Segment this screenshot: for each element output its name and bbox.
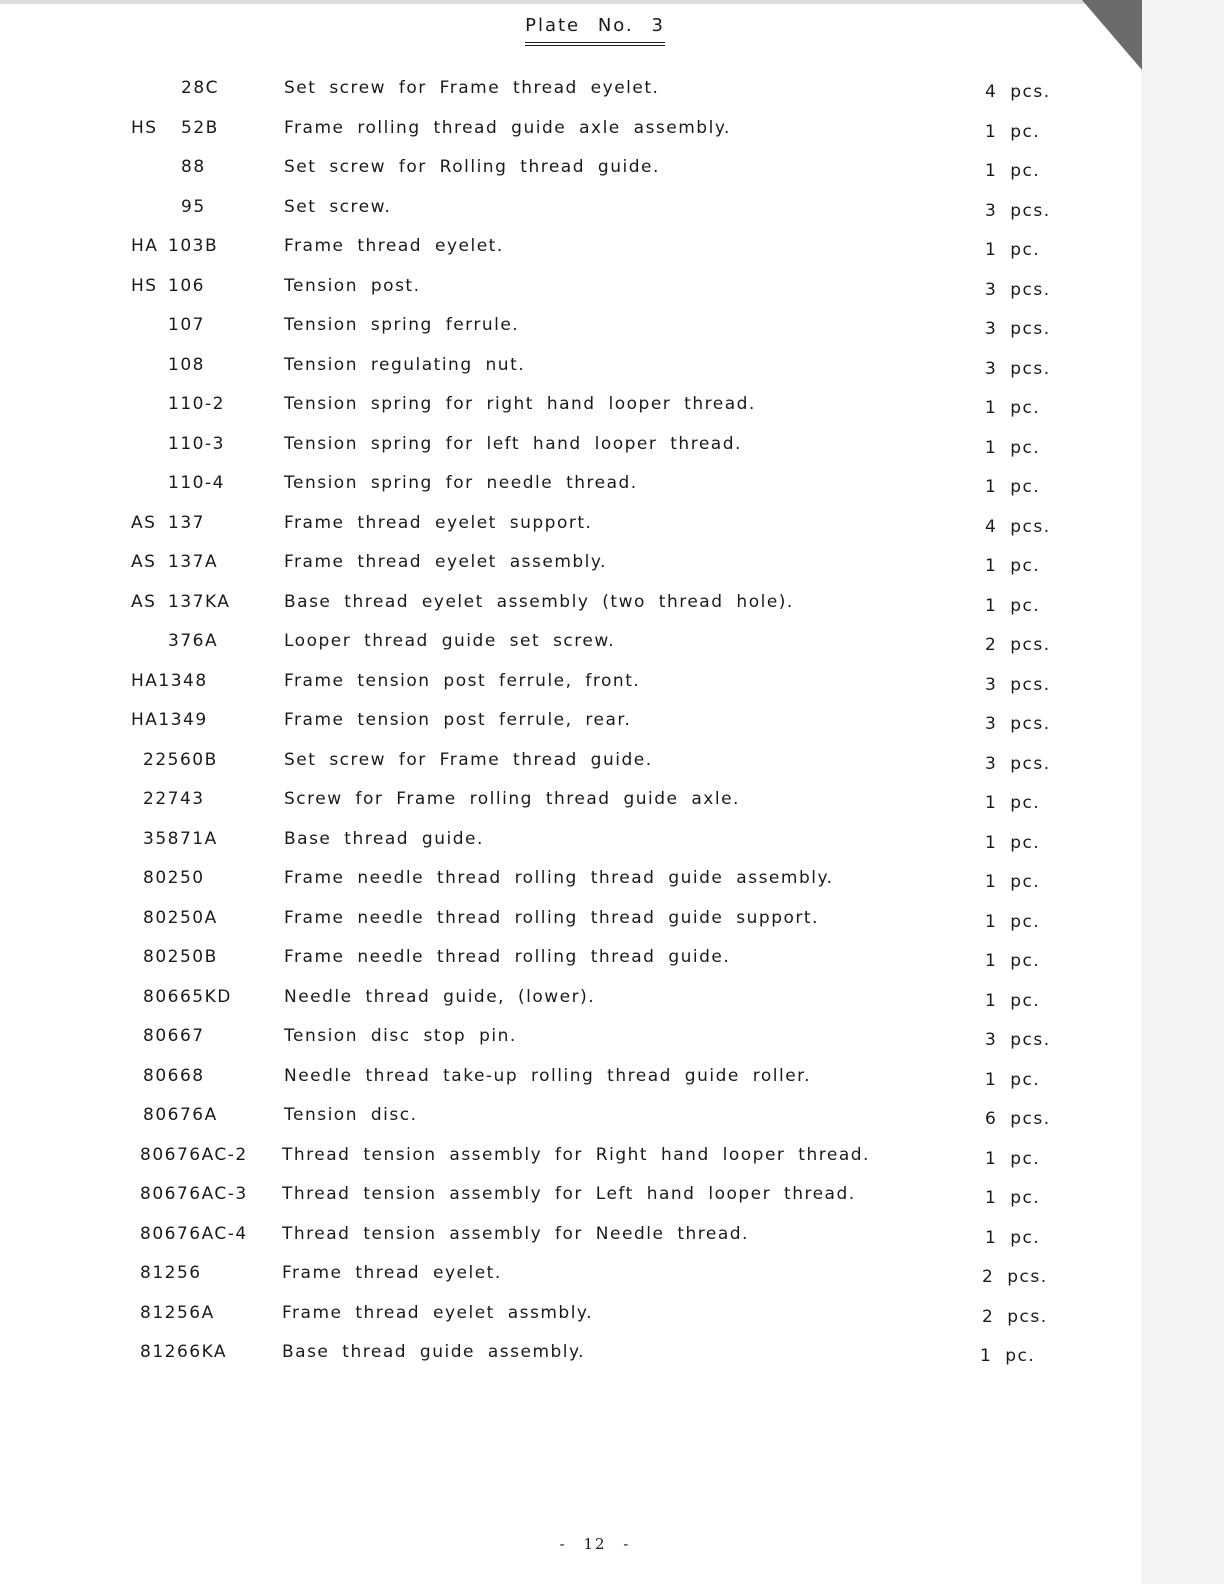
part-description: Set screw. (284, 196, 392, 217)
part-row (0, 631, 1141, 671)
part-quantity: 1 pc. (985, 398, 1041, 418)
part-row (0, 236, 1141, 276)
part-description: Frame thread eyelet assmbly. (282, 1302, 593, 1323)
part-row (0, 513, 1141, 553)
part-quantity: 1 pc. (985, 793, 1041, 813)
part-description: Thread tension assembly for Left hand looper thread. (282, 1184, 856, 1204)
part-prefix: HS (131, 275, 158, 296)
part-quantity: 4 pcs. (985, 82, 1051, 102)
part-description: Frame thread eyelet support. (284, 512, 593, 533)
part-row (0, 710, 1141, 750)
part-row (0, 592, 1141, 632)
part-quantity: 1 pc. (985, 1148, 1041, 1169)
part-quantity: 1 pc. (985, 437, 1041, 458)
part-row (0, 157, 1141, 197)
part-number: 35871A (143, 828, 218, 849)
part-number: 80676AC-3 (140, 1184, 248, 1204)
part-quantity: 1 pc. (985, 872, 1041, 892)
part-number: 80250A (143, 907, 218, 928)
page-number: - 12 - (559, 1535, 631, 1553)
part-row (0, 1145, 1141, 1185)
part-quantity: 1 pc. (985, 161, 1041, 181)
part-description: Needle thread guide, (lower). (284, 986, 596, 1007)
part-quantity: 1 pc. (985, 556, 1041, 576)
part-number: 80676AC-4 (140, 1223, 248, 1244)
part-row (0, 1184, 1141, 1224)
part-row (0, 197, 1141, 237)
part-row (0, 908, 1141, 948)
part-description: Screw for Frame rolling thread guide axle. (284, 789, 740, 809)
part-quantity: 2 pcs. (982, 1267, 1048, 1287)
part-row (0, 276, 1141, 316)
part-description: Frame needle thread rolling thread guide assembly. (284, 868, 834, 888)
part-description: Frame thread eyelet. (284, 236, 504, 256)
part-prefix: AS (131, 552, 157, 572)
part-number: 376A (168, 631, 219, 651)
part-row (0, 1303, 1141, 1343)
part-description: Tension spring for needle thread. (284, 473, 638, 493)
part-row (0, 829, 1141, 869)
part-number: 80676A (143, 1105, 218, 1125)
part-row (0, 394, 1141, 434)
part-row (0, 118, 1141, 158)
part-number: 80665KD (143, 986, 232, 1007)
part-quantity: 4 pcs. (985, 516, 1051, 537)
part-number: 137A (168, 552, 219, 572)
part-row (0, 355, 1141, 395)
part-description: Thread tension assembly for Right hand looper thread. (282, 1144, 870, 1165)
part-quantity: 1 pc. (985, 595, 1041, 616)
part-row (0, 947, 1141, 987)
part-description: Thread tension assembly for Needle thread. (282, 1223, 749, 1244)
part-description: Tension spring ferrule. (284, 315, 520, 335)
part-row (0, 868, 1141, 908)
part-number: 81266KA (140, 1342, 228, 1362)
part-description: Base thread guide. (284, 828, 484, 849)
part-description: Frame thread eyelet. (282, 1263, 502, 1283)
part-quantity: 3 pcs. (985, 200, 1051, 221)
part-number: 28C (181, 78, 220, 98)
part-quantity: 2 pcs. (985, 635, 1051, 655)
part-number: 110-4 (168, 473, 225, 493)
part-quantity: 1 pc. (985, 911, 1041, 932)
part-description: Tension post. (284, 275, 421, 296)
part-prefix: HA (131, 236, 159, 256)
part-quantity: 3 pcs. (985, 1030, 1051, 1050)
part-quantity: 3 pcs. (985, 674, 1051, 695)
part-number: 80668 (143, 1065, 205, 1086)
part-description: Set screw for Rolling thread guide. (284, 157, 660, 177)
plate-title: Plate No. 3 (525, 15, 665, 46)
part-quantity: 3 pcs. (985, 358, 1051, 379)
part-number: 106 (168, 275, 205, 296)
part-number: 80250B (143, 947, 218, 967)
part-description: Tension spring for right hand looper thread. (284, 394, 756, 414)
part-quantity: 1 pc. (985, 1188, 1041, 1208)
parts-list (0, 78, 1141, 1382)
part-row (0, 315, 1141, 355)
part-number: 88 (181, 157, 206, 177)
part-row (0, 1105, 1141, 1145)
part-number: 103B (168, 236, 219, 256)
part-row (0, 1263, 1141, 1303)
part-description: Needle thread take-up rolling thread guide roller. (284, 1065, 812, 1086)
part-quantity: 3 pcs. (985, 714, 1051, 734)
part-description: Set screw for Frame thread eyelet. (284, 78, 660, 98)
part-number: 22743 (143, 789, 205, 809)
part-row (0, 1224, 1141, 1264)
part-quantity: 1 pc. (985, 832, 1041, 853)
part-description: Base thread eyelet assembly (two thread hole). (284, 591, 794, 612)
part-description: Tension disc. (284, 1105, 418, 1125)
part-quantity: 3 pcs. (985, 753, 1051, 774)
part-quantity: 3 pcs. (985, 319, 1051, 339)
part-number: 108 (168, 354, 205, 375)
part-description: Set screw for Frame thread guide. (284, 749, 653, 770)
part-description: Base thread guide assembly. (282, 1342, 586, 1362)
part-number: 80676AC-2 (140, 1144, 248, 1165)
part-row (0, 78, 1141, 118)
part-row (0, 1026, 1141, 1066)
part-description: Frame needle thread rolling thread guide. (284, 947, 731, 967)
part-number: 137 (168, 512, 205, 533)
part-quantity: 6 pcs. (985, 1109, 1051, 1129)
part-number: 80667 (143, 1026, 205, 1046)
part-quantity: 1 pc. (985, 240, 1041, 260)
part-number: 80250 (143, 868, 205, 888)
part-row (0, 552, 1141, 592)
part-number: 81256A (140, 1302, 215, 1323)
part-description: Frame thread eyelet assembly. (284, 552, 607, 572)
part-quantity: 3 pcs. (985, 279, 1051, 300)
part-prefix: AS (131, 591, 157, 612)
part-description: Frame tension post ferrule, rear. (284, 710, 632, 730)
title-container (0, 15, 1190, 46)
part-quantity: 1 pc. (985, 121, 1041, 142)
part-number: 137KA (168, 591, 231, 612)
part-row (0, 789, 1141, 829)
part-quantity: 1 pc. (985, 477, 1041, 497)
part-row (0, 750, 1141, 790)
part-prefix: HS (131, 117, 158, 138)
part-quantity: 2 pcs. (982, 1306, 1048, 1327)
part-number: 95 (181, 196, 206, 217)
part-row (0, 434, 1141, 474)
part-quantity: 1 pc. (985, 1227, 1041, 1248)
part-number: 22560B (143, 749, 218, 770)
part-quantity: 1 pc. (985, 951, 1041, 971)
part-description: Frame tension post ferrule, front. (284, 670, 641, 691)
page-right-edge (1141, 0, 1224, 1584)
part-row (0, 473, 1141, 513)
part-description: Frame needle thread rolling thread guide support. (284, 907, 819, 928)
part-description: Looper thread guide set screw. (284, 631, 616, 651)
part-prefix: AS (131, 512, 157, 533)
page-top-edge (0, 0, 1224, 4)
part-description: Frame rolling thread guide axle assembly. (284, 117, 731, 138)
part-number: 81256 (140, 1263, 202, 1283)
part-row (0, 1066, 1141, 1106)
part-number: 110-3 (168, 433, 225, 454)
part-row (0, 671, 1141, 711)
part-quantity: 1 pc. (985, 990, 1041, 1011)
part-number: HA1348 (131, 670, 208, 691)
part-number: 52B (181, 117, 219, 138)
part-description: Tension spring for left hand looper thread. (284, 433, 742, 454)
part-quantity: 1 pc. (985, 1069, 1041, 1090)
part-number: HA1349 (131, 710, 208, 730)
part-description: Tension disc stop pin. (284, 1026, 517, 1046)
part-row (0, 987, 1141, 1027)
part-number: 110-2 (168, 394, 225, 414)
part-number: 107 (168, 315, 205, 335)
part-row (0, 1342, 1141, 1382)
part-description: Tension regulating nut. (284, 354, 526, 375)
part-quantity: 1 pc. (980, 1346, 1036, 1366)
